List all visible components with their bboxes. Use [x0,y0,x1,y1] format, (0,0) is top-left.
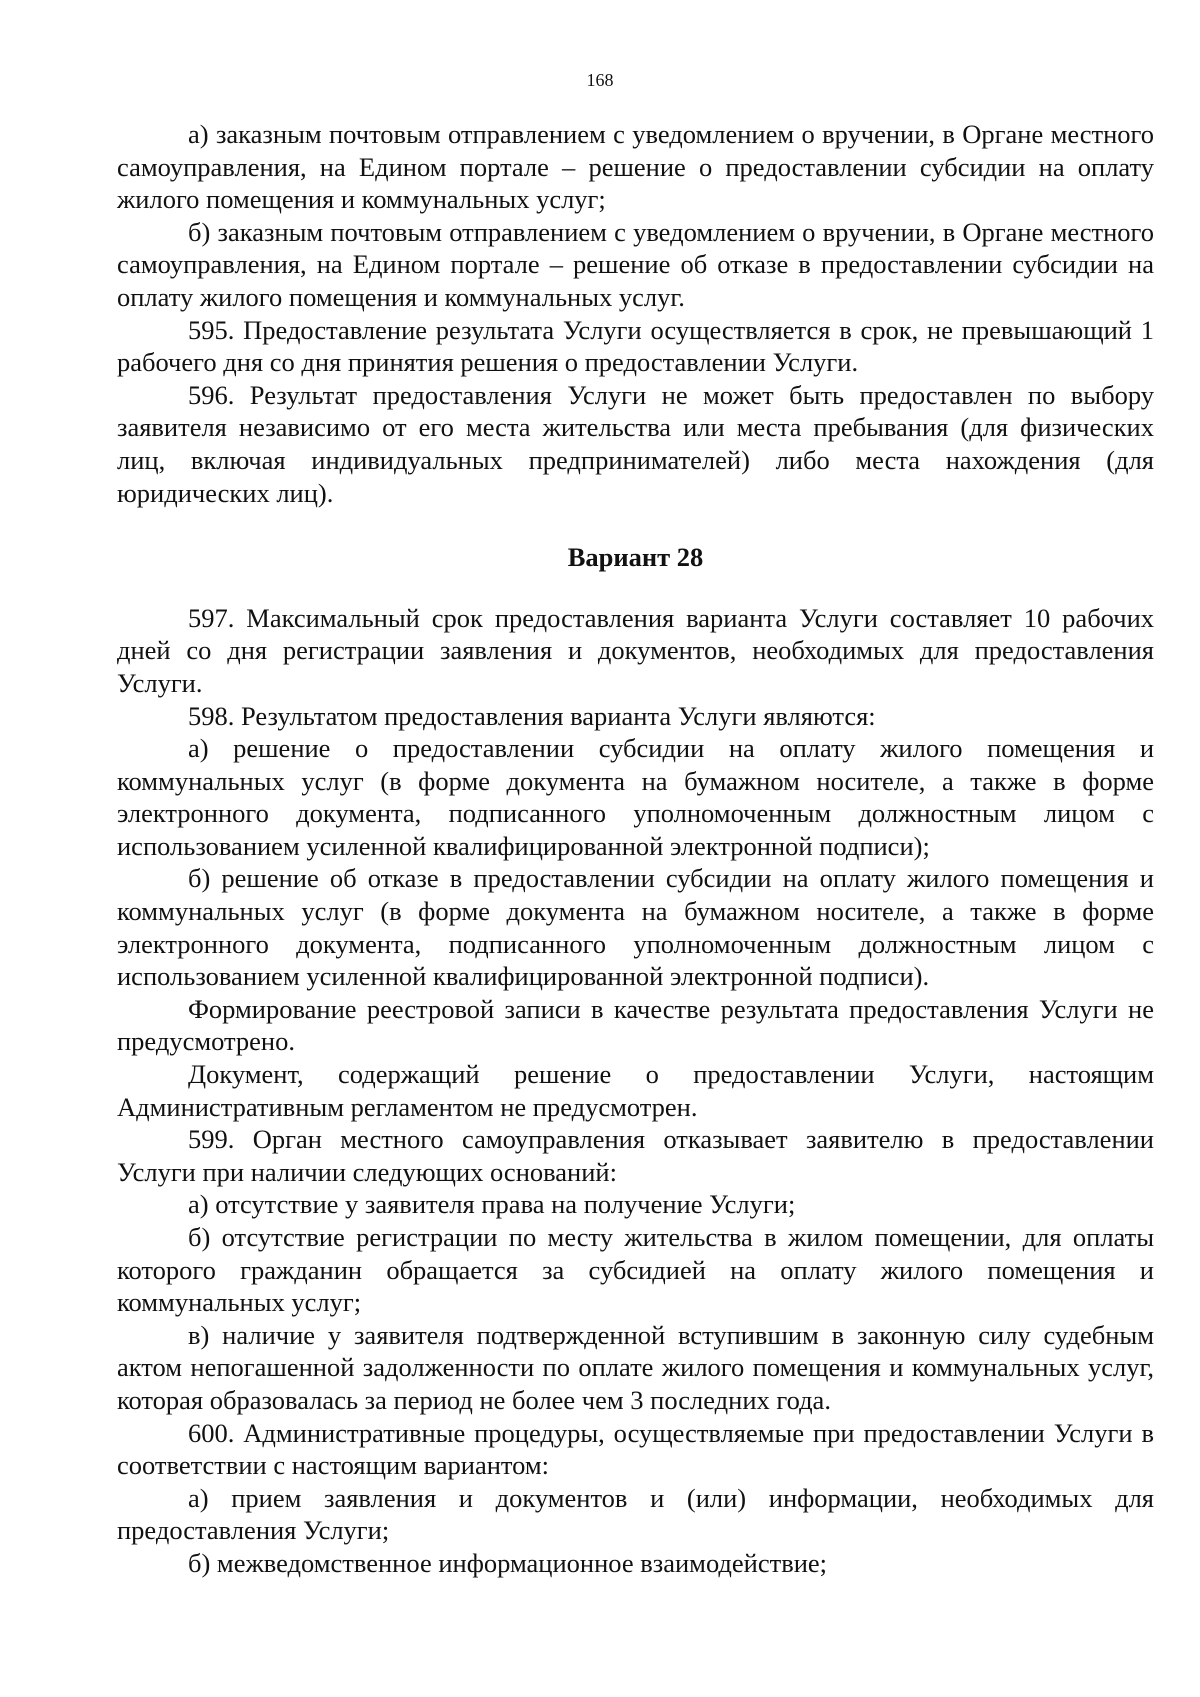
paragraph-delivery-refusal: б) заказным почтовым отправлением с уведомлением о вручении, в Органе местного самоуправления, на Едином портале – решение об отказе в предоставлении субсидии на оплату жилого помещения и коммунальных услуг. [117,216,1154,312]
paragraph-599-b: б) отсутствие регистрации по месту жительства в жилом помещении, для оплаты которого гражданин обращается за субсидией на оплату жилого помещения и коммунальных услуг; [117,1222,1154,1318]
paragraph-599: 599. Орган местного самоуправления отказывает заявителю в предоставлении Услуги при наличии следующих оснований: [117,1124,1154,1187]
paragraph-598-b: б) решение об отказе в предоставлении субсидии на оплату жилого помещения и коммунальных услуг (в форме документа на бумажном носителе, а также в форме электронного документа, подписанного уполномоченным должностным лицом с использованием усиленной квалифицированной электронной подписи). [117,863,1154,992]
paragraph-597: 597. Максимальный срок предоставления варианта Услуги составляет 10 рабочих дней со дня регистрации заявления и документов, необходимых для предоставления Услуги. [117,602,1154,698]
paragraph-document-decision: Документ, содержащий решение о предоставлении Услуги, настоящим Административным регламентом не предусмотрен. [117,1059,1154,1122]
paragraph-598-a: а) решение о предоставлении субсидии на оплату жилого помещения и коммунальных услуг (в форме документа на бумажном носителе, а также в форме электронного документа, подписанного уполномоченным должностным лицом с использованием усиленной квалифицированной электронной подписи); [117,733,1154,861]
page-number: 168 [586,70,614,90]
section-heading-variant-28: Вариант 28 [567,542,704,573]
paragraph-596: 596. Результат предоставления Услуги не может быть предоставлен по выбору заявителя независимо от его места жительства или места пребывания (для физических лиц, включая индивидуальных предпринимателей) либо места нахождения (для юридических лиц). [117,379,1154,508]
paragraph-595: 595. Предоставление результата Услуги осуществляется в срок, не превышающий 1 рабочего дня со дня принятия решения о предоставлении Услуги. [117,314,1154,378]
paragraph-600-a: а) прием заявления и документов и (или) информации, необходимых для предоставления Услуги; [117,1482,1154,1546]
paragraph-599-a: а) отсутствие у заявителя права на получение Услуги; [188,1189,796,1220]
document-body [117,118,1154,1580]
paragraph-600-b: б) межведомственное информационное взаимодействие; [188,1547,828,1578]
paragraph-registry-record: Формирование реестровой записи в качестве результата предоставления Услуги не предусмотрено. [117,993,1154,1057]
paragraph-598: 598. Результатом предоставления варианта Услуги являются: [188,700,876,731]
paragraph-600: 600. Административные процедуры, осуществляемые при предоставлении Услуги в соответствии с настоящим вариантом: [117,1417,1154,1481]
paragraph-599-c: в) наличие у заявителя подтвержденной вступившим в законную силу судебным актом непогашенной задолженности по оплате жилого помещения и коммунальных услуг, которая образовалась за период не более чем 3 последних года. [117,1319,1154,1415]
paragraph-delivery-approval: а) заказным почтовым отправлением с уведомлением о вручении, в Органе местного самоуправления, на Едином портале – решение о предоставлении субсидии на оплату жилого помещения и коммунальных услуг; [117,119,1154,215]
